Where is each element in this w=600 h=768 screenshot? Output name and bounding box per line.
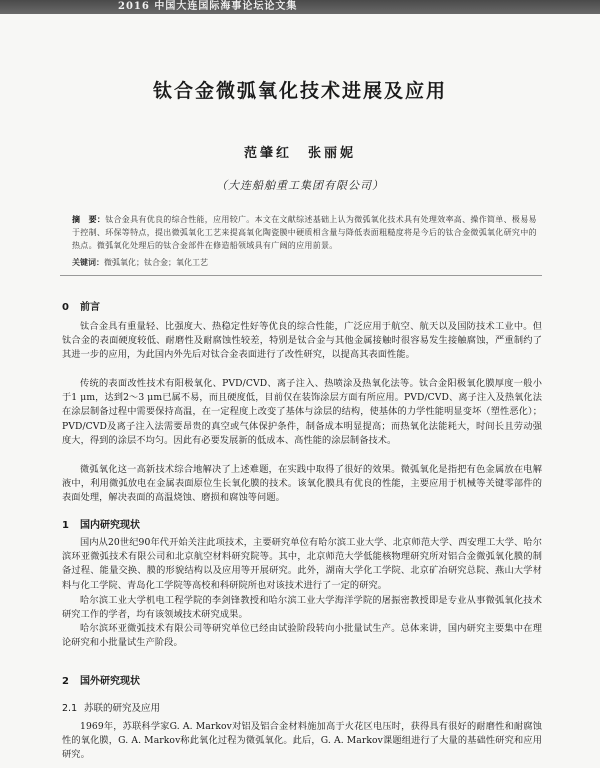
subsection-title: 苏联的研究及应用 [84,703,161,714]
running-header-band [0,0,600,14]
section-title: 国外研究现状 [80,676,140,687]
paragraph-6: 哈尔滨环亚微弧技术有限公司等研究单位已经由试验阶段转向小批量试生产。总体来讲，国内研究主要集中在理论研究和小批量试生产阶段。 [62,623,542,649]
section-number: 0 [62,302,69,313]
paper-title: 钛合金微弧氧化技术进展及应用 [152,80,447,102]
author-affiliation: （大连船舶重工集团有限公司） [216,179,384,192]
abstract-label: 摘 要： [72,214,106,224]
keywords-label: 关键词： [72,257,104,267]
running-header-title: 2016 中国大连国际海事论坛论文集 [118,1,298,12]
author-names: 范肇红 张丽妮 [243,146,356,161]
section-number: 1 [62,520,69,531]
section-title: 国内研究现状 [80,520,140,531]
keywords-block [72,256,544,269]
paragraph-7: 1969年，苏联科学家G. A. Markov对铝及铝合金材料施加高于火花区电压时，获得具有很好的耐磨性和耐腐蚀性的氧化膜，G. A. Markov称此氧化过程为微弧氧化。此后，G. A. Markov课题组进行了大量的基础性研究和应用研究。 [62,721,542,761]
abstract-divider [60,275,542,276]
paragraph-3: 微弧氧化这一高新技术综合地解决了上述难题，在实践中取得了很好的效果。微弧氧化是指把有色金属放在电解液中，利用微弧放电在金属表面原位生长氧化膜的技术。该氧化膜具有优良的性能，主要应用于机械等关键零部件的表面处理，解决表面的高温烧蚀、磨损和腐蚀等问题。 [62,464,542,504]
paragraph-5: 哈尔滨工业大学机电工程学院的李剑锋教授和哈尔滨工业大学海洋学院的屠振密教授即是专业从事微弧氧化技术研究工作的学者，均有该领域技术研究成果。 [62,595,542,621]
section-title: 前言 [80,302,100,313]
keywords-text: 微弧氧化；钛合金；氧化工艺 [104,258,208,267]
paragraph-1: 钛合金具有重量轻、比强度大、热稳定性好等优良的综合性能，广泛应用于航空、航天以及国防技术工业中。但钛合金的表面硬度较低、耐磨性及耐腐蚀性较差，特别是钛合金与其他金属接触时很容易发生接触腐蚀，严重制约了其进一步的应用，为此国内外先后对钛合金表面进行了改性研究，以提高其表面性能。 [62,321,542,361]
section-heading-1 [62,516,140,531]
paragraph-4: 国内从20世纪90年代开始关注此项技术，主要研究单位有哈尔滨工业大学、北京师范大学、西安理工大学、哈尔滨环亚微弧技术有限公司和北京航空材料研究院等。其中，北京师范大学低能核物理研究所对铝合金微弧氧化膜的制备过程、能量交换、膜的形貌结构以及应用等开展研究。此外，湖南大学化工学院、北京矿冶研究总院、燕山大学材料与化工学院、青岛化工学院等高校和科研院所也对该技术进行了一定的研究。 [62,537,542,591]
subsection-heading-2-1 [62,700,160,714]
section-heading-0 [62,298,100,313]
paragraph-2: 传统的表面改性技术有阳极氧化、PVD/CVD、离子注入、热喷涂及热氧化法等。钛合金阳极氧化膜厚度一般小于1 μm，达到2～3 μm已属不易，而且硬度低，目前仅在装饰涂层方面有所应用。PVD/CVD、离子注入及热氧化法在涂层制备过程中需要保持高温，在一定程度上改变了基体与涂层的结构，使基体的力学性能明显变坏（塑性恶化）；PVD/CVD及离子注入法需要昂贵的真空或气体保护条件，制备成本明显提高；而热氧化法能耗大，时间长且劳动强度大，得到的涂层不均匀。因此有必要发展新的低成本、高性能的涂层制备技术。 [62,378,542,446]
abstract-text: 钛合金具有优良的综合性能，应用较广。本文在文献综述基础上认为微弧氧化技术具有处理效率高、操作简单、极易易于控制、环保等特点，提出微弧氧化工艺来提高氧化陶瓷膜中硬质相含量与降低表面粗糙度将是今后的钛合金微弧氧化研究中的热点。微弧氧化处理后的钛合金部件在修造船领域具有广阔的应用前景。 [72,215,537,250]
section-number: 2 [62,676,69,687]
section-heading-2 [62,672,140,687]
abstract-block [72,213,544,252]
subsection-number: 2.1 [62,703,78,714]
